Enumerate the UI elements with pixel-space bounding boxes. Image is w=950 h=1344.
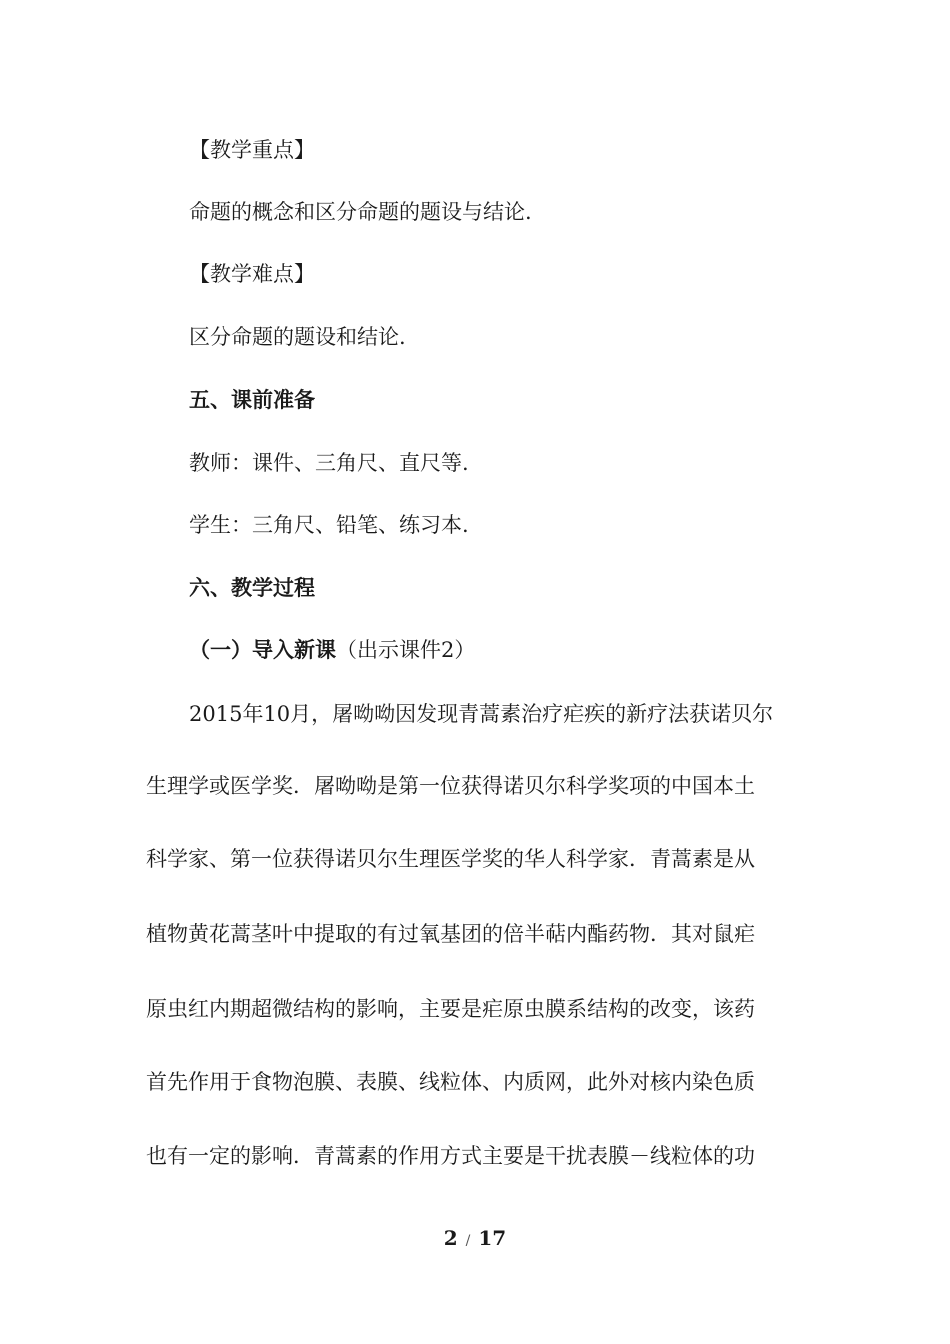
section-heading-process: 六、教学过程 [189,575,315,600]
heading-teaching-difficulty: 【教学难点】 [189,262,315,286]
subheading-title: （一）导入新课 [189,637,336,662]
current-page-number: 2 [443,1226,458,1250]
paragraph-line-4: 植物黄花蒿茎叶中提取的有过氧基团的倍半萜内酯药物．其对鼠疟 [146,922,755,946]
paragraph-line-1: 2015年10月，屠呦呦因发现青蒿素治疗疟疾的新疗法获诺贝尔 [189,702,774,726]
paragraph-line-2: 生理学或医学奖．屠呦呦是第一位获得诺贝尔科学奖项的中国本土 [146,774,755,798]
subheading-introduction [189,636,475,664]
paragraph-student-materials: 学生：三角尺、铅笔、练习本. [189,513,469,537]
paragraph-line-3: 科学家、第一位获得诺贝尔生理医学奖的华人科学家．青蒿素是从 [146,847,755,871]
total-page-count: 17 [478,1226,507,1250]
paragraph-line-6: 首先作用于食物泡膜、表膜、线粒体、内质网，此外对核内染色质 [146,1070,755,1094]
page-separator: / [465,1233,471,1249]
paragraph-teaching-focus: 命题的概念和区分命题的题设与结论. [189,200,532,224]
heading-teaching-focus: 【教学重点】 [189,138,315,162]
paragraph-teacher-materials: 教师：课件、三角尺、直尺等. [189,451,469,475]
subheading-note: （出示课件2） [336,638,476,662]
paragraph-line-5: 原虫红内期超微结构的影响，主要是疟原虫膜系结构的改变，该药 [146,997,755,1021]
page-number [0,1224,950,1255]
section-heading-preparation: 五、课前准备 [189,387,315,412]
paragraph-teaching-difficulty: 区分命题的题设和结论. [189,325,406,349]
paragraph-line-7: 也有一定的影响．青蒿素的作用方式主要是干扰表膜－线粒体的功 [146,1144,755,1168]
